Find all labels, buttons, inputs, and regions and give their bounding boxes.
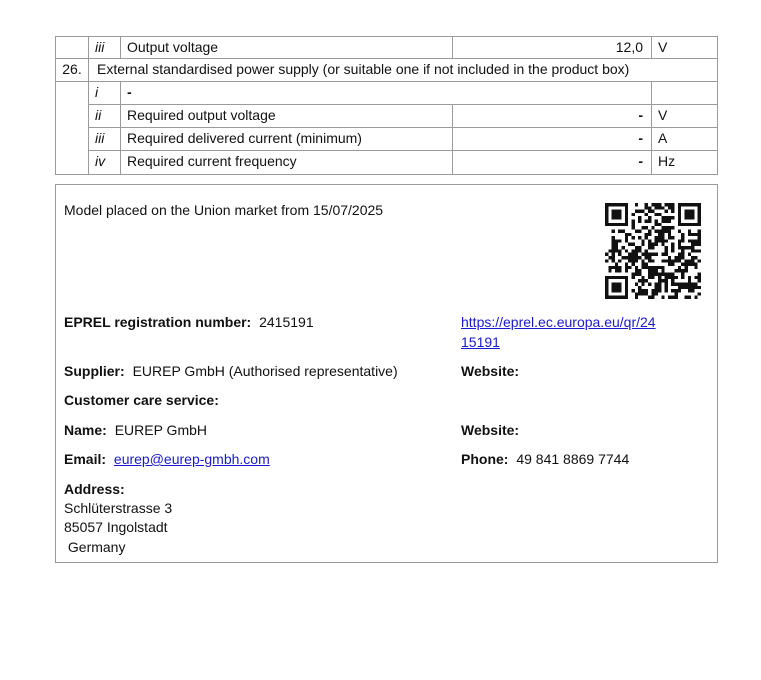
supplier-row (64, 362, 398, 381)
row-number: iv (88, 150, 121, 175)
phone-label: Phone: (461, 451, 509, 467)
eprel-link-cont[interactable] (461, 333, 500, 352)
row-unit: A (651, 127, 718, 151)
row-label: Required delivered current (minimum) (120, 127, 453, 151)
row-value: - (452, 150, 652, 175)
supplier-label: Supplier: (64, 363, 125, 379)
eprel-row (64, 313, 314, 332)
name-value: EUREP GmbH (114, 422, 208, 438)
row-label: Required current frequency (120, 150, 453, 175)
section-number: 26. (55, 58, 89, 82)
row-value: - (452, 104, 652, 128)
phone-row (461, 450, 629, 469)
email-label: Email: (64, 451, 107, 467)
phone-value: 49 841 8869 7744 (516, 451, 630, 467)
row-unit (651, 81, 718, 105)
eprel-link[interactable] (461, 313, 656, 332)
section-title: External standardised power supply (or suitable one if not included in the product box) (88, 58, 718, 82)
row-unit: V (651, 36, 718, 59)
row-number: iii (88, 36, 121, 59)
row-value: - (452, 127, 652, 151)
eprel-url-line1[interactable]: https://eprel.ec.europa.eu/qr/24 (461, 314, 656, 330)
address-line3: Germany (64, 539, 126, 555)
qr-code-icon (605, 203, 701, 299)
eprel-label: EPREL registration number: (64, 314, 252, 330)
market-date-text: Model placed on the Union market from 15/07/2025 (64, 202, 384, 218)
row-number: ii (88, 104, 121, 128)
row-number: iii (88, 127, 121, 151)
row-label: Output voltage (120, 36, 453, 59)
address-label: Address: (64, 481, 125, 497)
email-row (64, 450, 270, 469)
name-row (64, 421, 207, 440)
website-label: Website: (461, 363, 520, 379)
table-cell-empty (55, 81, 89, 175)
row-label: Required output voltage (120, 104, 453, 128)
row-unit: Hz (651, 150, 718, 175)
row-unit: V (651, 104, 718, 128)
address-line2: 85057 Ingolstadt (64, 519, 168, 535)
address-line1: Schlüterstrasse 3 (64, 500, 173, 516)
row-number: i (88, 81, 121, 105)
email-link[interactable]: eurep@eurep-gmbh.com (113, 451, 270, 467)
eprel-url-line2[interactable]: 15191 (461, 334, 500, 350)
name-label: Name: (64, 422, 107, 438)
supplier-value: EUREP GmbH (Authorised representative) (132, 363, 398, 379)
customer-care-label: Customer care service: (64, 392, 219, 408)
row-value: 12,0 (452, 36, 652, 59)
specs-table (55, 36, 718, 175)
eprel-number: 2415191 (259, 314, 314, 330)
table-cell-empty (55, 36, 89, 59)
website-label-2: Website: (461, 422, 520, 438)
row-label: - (120, 81, 652, 105)
